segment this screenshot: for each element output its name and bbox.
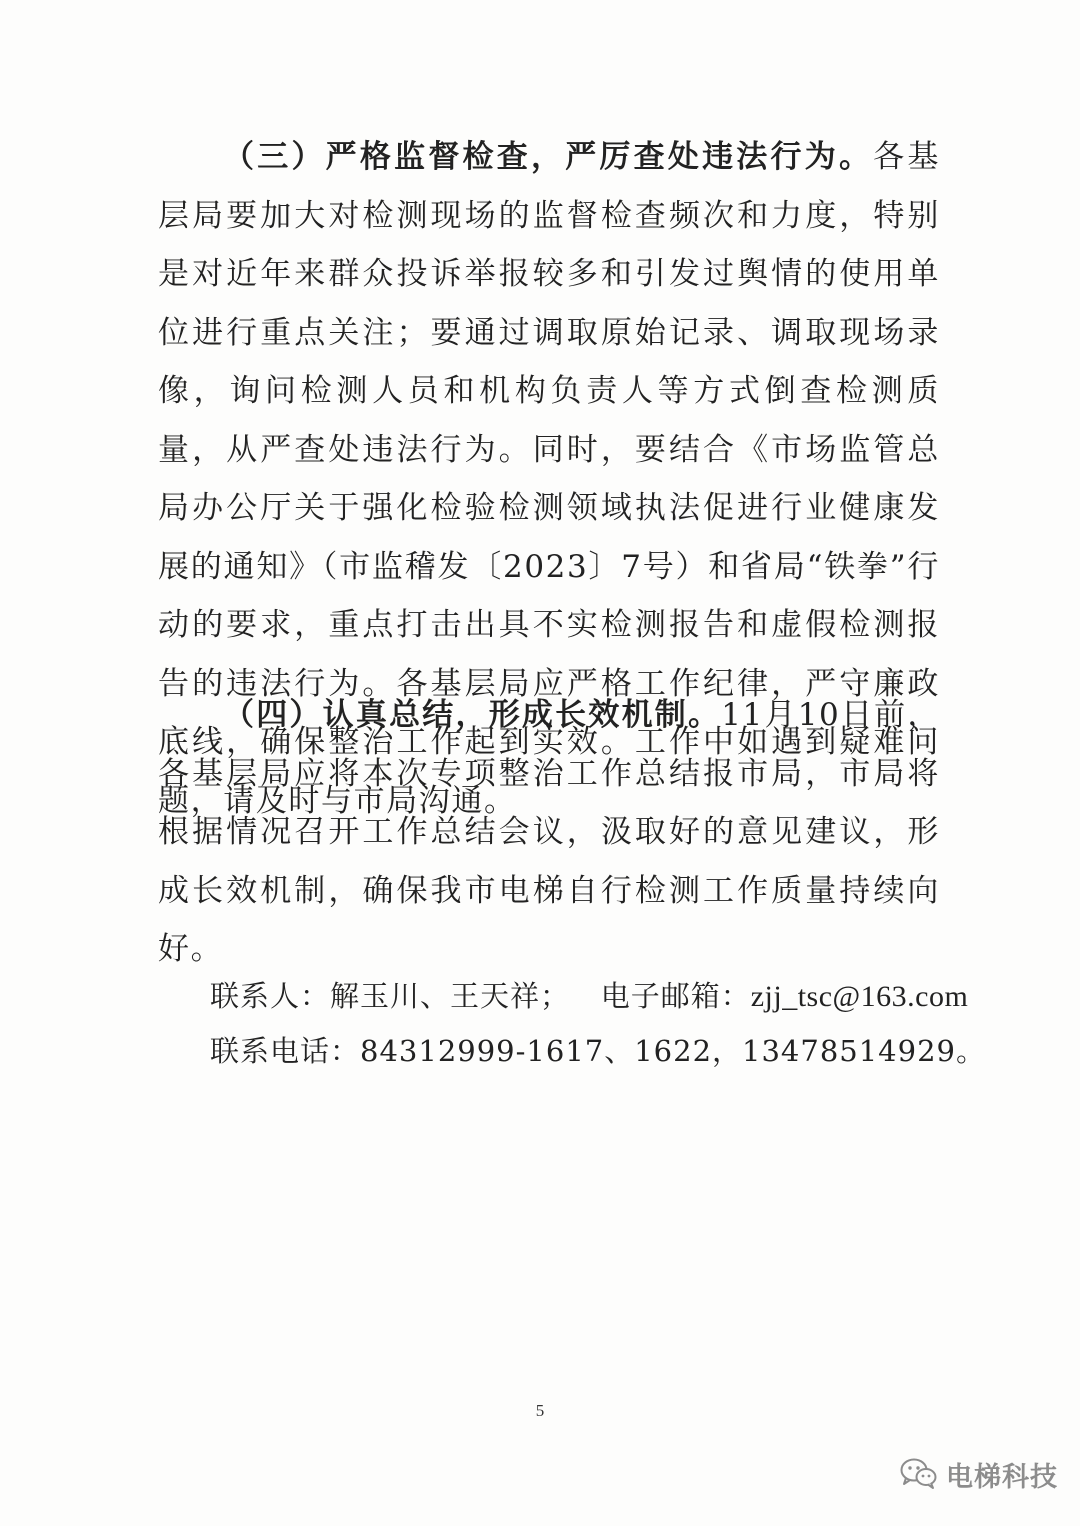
document-body-2: [158, 686, 940, 979]
paragraph-heading: （四）认真总结，形成长效机制。: [223, 697, 722, 733]
contact-person-line: [210, 972, 969, 1021]
paragraph-summary: [158, 686, 940, 979]
phone-value: 84312999-1617、1622，13478514929。: [360, 1034, 986, 1068]
watermark-text: 电梯科技: [946, 1461, 1058, 1493]
email-label: 电子邮箱：: [600, 979, 751, 1013]
page-number: 5: [535, 1401, 545, 1420]
paragraph-heading: （三）严格监督检查，严厉查处违法行为。: [223, 139, 874, 175]
contact-phone-line: [210, 1027, 986, 1075]
paragraph-text: 各基层局要加大对检测现场的监督检查频次和力度，特别是对近年来群众投诉举报较多和引发过舆情的使用单位进行重点关注；要通过调取原始记录、调取现场录像，询问检测人员和机构负责人等方式倒查检测质量，从严查处违法行为。同时，要结合《市场监管总局办公厅关于强化检验检测领域执法促进行业健康发展的通知》（市监稽发〔2023〕7号）和省局“铁拳”行动的要求，重点打击出具不实检测报告和虚假检测报告的违法行为。各基层局应严格工作纪律，严守廉政底线，确保整治工作起到实效。工作中如遇到疑难问题，请及时与市局沟通。: [158, 139, 940, 819]
phone-label: 联系电话：: [210, 1034, 361, 1068]
paragraph-text: 11月10日前，各基层局应将本次专项整治工作总结报市局，市局将根据情况召开工作总结会议，汲取好的意见建议，形成长效机制，确保我市电梯自行检测工作质量持续向好。: [158, 697, 941, 967]
contact-person-label: 联系人：: [210, 979, 331, 1013]
email-value: zjj_tsc@163.com: [750, 980, 969, 1013]
watermark: [900, 1452, 1058, 1496]
wechat-icon: [900, 1458, 938, 1490]
contact-person-value: 解玉川、王天祥；: [330, 979, 571, 1013]
